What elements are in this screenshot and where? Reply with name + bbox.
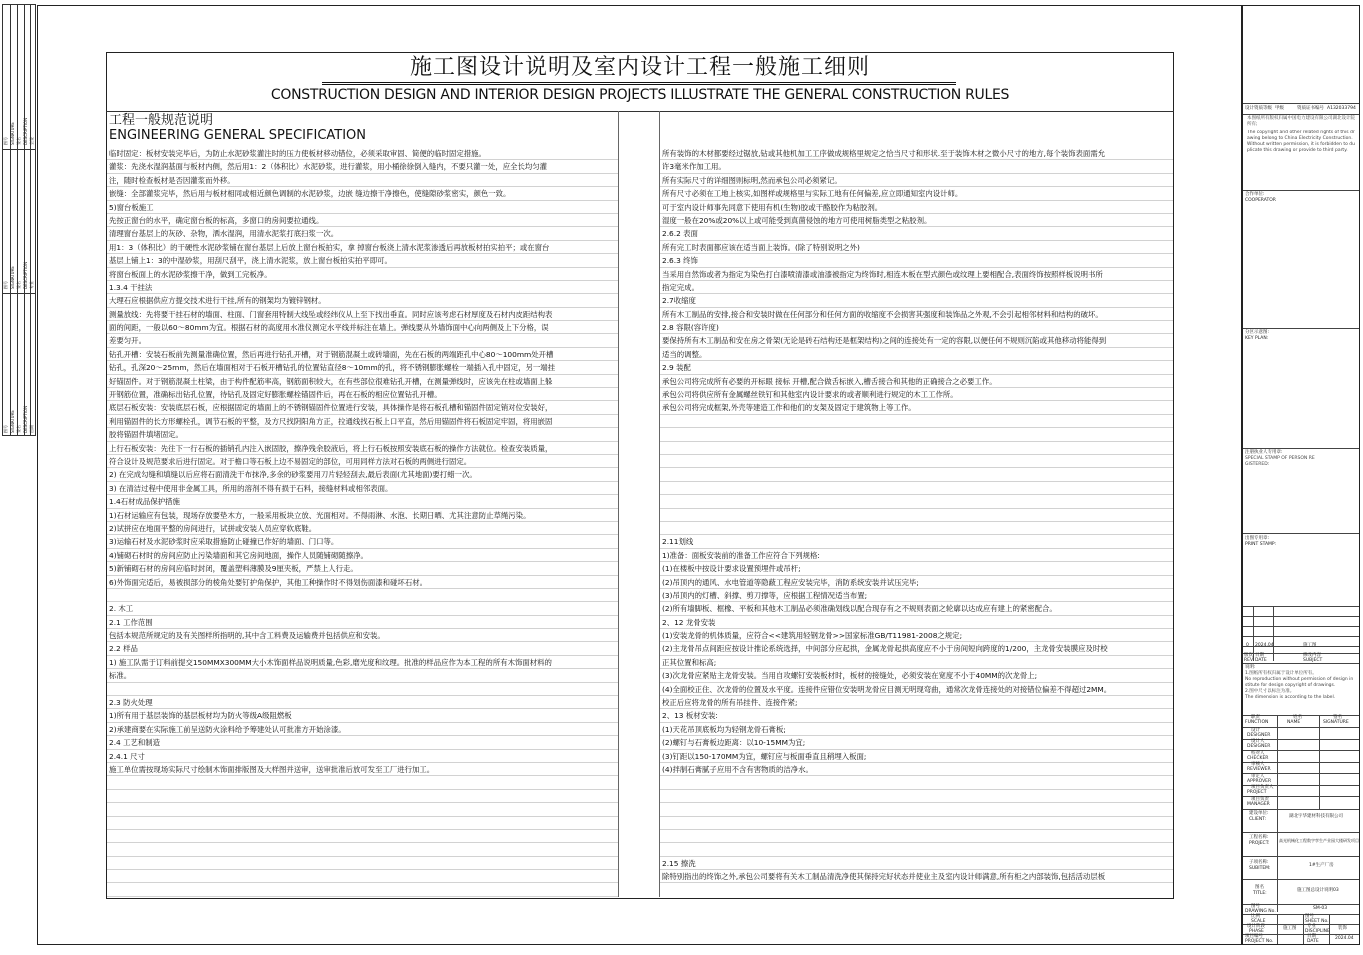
- cooperator-label: 合作单位:: [1245, 192, 1265, 197]
- project-label-en: PROJECT:: [1249, 841, 1270, 846]
- drawing-no-label: 图号: [1251, 904, 1260, 909]
- right-spec-line: 所有装饰的木材都要经过锯放,钻或其他机加工工序做成规格里规定之恰当尺寸和形状.至于装饰木材之微小尺寸的地方,每个装饰表面需允: [660, 147, 1173, 160]
- section-heading-cn: 工程一般规范说明: [109, 113, 214, 128]
- cert-level-label: 设计资质等级: [1245, 106, 1272, 111]
- strip-label: 日期: [29, 425, 34, 433]
- left-spec-line: 符合设计及规范要求后进行固定。对于檐口等石板上边不易固定的部位，可用同样方法对石板的两侧进行固定。: [107, 455, 618, 468]
- right-spec-line: [660, 843, 1173, 856]
- note-2: No reproduction without permission of design institute for design copyright of drawings.: [1245, 677, 1354, 688]
- project-no-label: 项目编号: [1245, 934, 1263, 939]
- left-spec-line: 差要匀开。: [107, 334, 618, 347]
- right-spec-line: [660, 790, 1173, 803]
- left-spec-line: 2.4.1 尺寸: [107, 750, 618, 763]
- right-spec-line: 当采用自然饰或者为指定为染色打白漆喷清漆或油漆被指定为终饰时,相连木板在型式颜色或纹理上要相配合,表面终饰按照样板说明书所: [660, 268, 1173, 281]
- scale-label: 比例: [1251, 914, 1260, 919]
- copyright-note-en: The copyright and other related rights of this drawing belong to China Electricity Construction. Without written permission, it is forbidden to duplicate this drawing or provide to third party.: [1247, 130, 1355, 153]
- sign-header-name-en: NAME: [1287, 720, 1301, 725]
- left-spec-line: 2) 在完成勾缝和填缝以后应将石面清洗干布抹净,多余的砂浆要用刀片轻轻刮去,最后表面(尤其地面)要打蜡一次。: [107, 468, 618, 481]
- left-spec-line: 2.1 工作范围: [107, 616, 618, 629]
- sign-role-cn: 项目负责: [1251, 796, 1269, 802]
- left-spec-line: 胶将锚固件填堵固定。: [107, 428, 618, 441]
- left-spec-line: [107, 857, 618, 870]
- strip-label: 签名: [16, 137, 21, 145]
- right-spec-line: [660, 468, 1173, 481]
- left-spec-line: 2)承建商要在实际施工前呈送防火涂料给予筹建处认可批准方开始涂漆。: [107, 723, 618, 736]
- right-spec-line: 湿度一般在20%或20%以上或可能受到真菌侵蚀的地方可使用树脂类型之粘胶剂。: [660, 214, 1173, 227]
- right-spec-line: [660, 776, 1173, 789]
- right-spec-line: (2)吊顶内的通风、水电管道等隐蔽工程应安装完毕，消防系统安装并试压完毕;: [660, 576, 1173, 589]
- date-label-en: DATE: [1307, 939, 1319, 944]
- rev-header-date-en: DATE: [1255, 658, 1267, 663]
- body-divider: [106, 111, 1174, 112]
- left-spec-line: 2. 木工: [107, 602, 618, 615]
- sheet-label-en: SHEET No.: [1305, 919, 1329, 924]
- section-heading-en: ENGINEERING GENERAL SPECIFICATION: [109, 128, 367, 143]
- left-spec-line: 基层上铺上1：3的中湿砂浆，用刮尺刮平，浇上清水泥浆，放上窗台板拍实拍平即可。: [107, 254, 618, 267]
- left-spec-line: 标准。: [107, 669, 618, 682]
- right-spec-line: 所有尺寸必须在工地上核实,如图样或规格里与实际工地有任何偏差,应立即通知室内设计师。: [660, 187, 1173, 200]
- right-spec-line: [660, 522, 1173, 535]
- left-spec-line: 1.3.4 干挂法: [107, 281, 618, 294]
- left-spec-line: 清理窗台基层上的灰砂、杂物，洒水湿润，用清水泥浆打底扫浆一次。: [107, 227, 618, 240]
- right-spec-line: [660, 830, 1173, 843]
- left-spec-line: 好锚固件。对于钢筋混凝土柱梁，由于构件配筋率高，钢筋面积较大，在有些部位很难钻孔开槽，在测量弹线时，应该先在柱或墙面上躲: [107, 375, 618, 388]
- right-spec-line: 可于室内设计师事先同意下使用有机(生物)胶或干酪胶作为粘胶剂。: [660, 201, 1173, 214]
- client-name: 湖北宇华建材科技有限公司: [1289, 814, 1343, 819]
- left-spec-line: 钻孔开槽：安装石板前先测量准确位置，然后再进行钻孔开槽，对于钢筋混凝土或砖墙面，先在石板的两端距孔中心80～100mm处开槽: [107, 348, 618, 361]
- right-spec-line: (2)所有墙脚板、框橡、平板和其他木工制品必须准确划线以配合现存有之不规则表面之轮廓以达成应有建上的紧密配合。: [660, 602, 1173, 615]
- left-spec-line: 5)窗台板施工: [107, 201, 618, 214]
- right-spec-line: 1)准备：面板安装前的准备工作应符合下列规格:: [660, 549, 1173, 562]
- subitem-label: 子项名称:: [1249, 860, 1269, 865]
- rev-header-no: 版次: [1244, 653, 1253, 658]
- left-spec-line: 3) 在清洁过程中使用非金属工具，所用的溶剂不得有损于石料，接缝材料或相邻表面。: [107, 482, 618, 495]
- title-underline: [322, 82, 956, 83]
- right-spec-line: 承包公司将完成框架,外壳等建造工作和他们的支架及固定于建筑物上等工作。: [660, 401, 1173, 414]
- print-stamp-label-en: PRINT STAMP:: [1245, 542, 1277, 547]
- strip-label: DESCRIPTION: [22, 117, 28, 145]
- right-spec-line: 2、13 板材安装:: [660, 709, 1173, 722]
- right-spec-line: (1)安装龙骨的机体质量，应符合<<建筑用轻钢龙骨>>国家标准GB/T11981-2008之规定;: [660, 629, 1173, 642]
- strip-label: DESCRIPTION: [22, 405, 28, 433]
- strip-label: 图号: [3, 425, 8, 433]
- phase-label-en: PHASE: [1249, 929, 1264, 934]
- strip-label: 专业: [29, 281, 34, 289]
- revision-no: 0: [1246, 643, 1249, 648]
- right-spec-line: [660, 509, 1173, 522]
- left-spec-line: 1) 施工队需于订料前提交150MMX300MM大小木饰面样品说明质量,色彩,磨光度和纹理。批准的样品应作为本工程的所有木饰面材料的: [107, 656, 618, 669]
- note-4: The dimension is according to the label.: [1245, 695, 1336, 700]
- right-spec-line: 除特别指出的终饰之外,承包公司要将有关木工制品清洗净使其保持完好状态并使业主及室内设计师满意,所有柜之内部装饰,包括活动层板: [660, 870, 1173, 883]
- right-spec-line: (4)拌制石膏腻子应用不含有害物质的洁净水。: [660, 763, 1173, 776]
- left-spec-line: 3)运输石材及水泥砂浆时应采取措施防止碰撞已作好的墙面、门口等。: [107, 535, 618, 548]
- left-spec-line: 2.3 防火处理: [107, 696, 618, 709]
- left-spec-line: 5)新铺砌石材的房间应临时封闭，覆盖塑料薄膜及9厘夹板，严禁上人行走。: [107, 562, 618, 575]
- sign-role-en: MANAGER: [1247, 801, 1270, 807]
- right-spec-line: 2.8 容限(容许度): [660, 321, 1173, 334]
- revision-desc: 施工图: [1303, 643, 1317, 648]
- right-spec-line: (3)吊顶内的灯槽、斜撑、剪刀撑等，应根据工程情况适当布置;: [660, 589, 1173, 602]
- right-spec-line: 2.6.3 终饰: [660, 254, 1173, 267]
- sign-header-function-en: FUNCTION: [1245, 720, 1269, 725]
- right-spec-line: 2.15 擦洗: [660, 857, 1173, 870]
- note-1: 1.图纸所有权归属于设计单位所有。: [1245, 671, 1317, 676]
- strip-label: 签名: [16, 425, 21, 433]
- client-label: 建设单位:: [1249, 811, 1269, 816]
- sign-role-en: DESIGNER: [1247, 744, 1271, 749]
- right-spec-line: [660, 817, 1173, 830]
- discipline-value: 装饰: [1338, 926, 1347, 931]
- right-spec-line: [660, 803, 1173, 816]
- strip-label: SIGNATURE: [9, 410, 15, 433]
- title-block: [1242, 5, 1360, 945]
- right-spec-line: [660, 495, 1173, 508]
- right-spec-column: [660, 147, 1173, 883]
- right-spec-line: 校正后应将龙骨的所有吊挂件、连接件紧;: [660, 696, 1173, 709]
- discipline-label: 专业: [1307, 924, 1316, 929]
- cert-level: 甲级: [1275, 106, 1284, 111]
- left-spec-line: 底层石板安装：安装底层石板，应根据固定的墙面上的不锈钢锚固件位置进行安装，具体操作是将石板孔槽和锚固件固定销对位安装好，: [107, 401, 618, 414]
- left-spec-line: 钻孔，孔深20～25mm，然后在墙面相对于石板开槽钻孔的位置钻直径8～10mm的孔，将不锈钢膨胀螺栓一端插入孔中固定，另一端挂: [107, 361, 618, 374]
- left-spec-line: [107, 843, 618, 856]
- sign-role-cn: 设计: [1251, 727, 1260, 733]
- left-spec-line: 4)铺砌石材时的房间应防止污染墙面和其它房间地面，操作人员随铺砌随擦净。: [107, 549, 618, 562]
- client-label-en: CLIENT:: [1249, 817, 1266, 822]
- left-spec-line: [107, 683, 618, 696]
- left-spec-line: [107, 790, 618, 803]
- sign-role-en: PROJECT: [1247, 790, 1267, 795]
- right-spec-line: 要保持所有木工制品和安在房之骨架(无论是砖石结构还是框架结构)之间的连接处有一定的容限,以便任何不规则沉陷或其他移动将能得到: [660, 334, 1173, 347]
- scale-label-en: SCALE: [1251, 919, 1266, 924]
- left-spec-line: 测量放线：先将要干挂石材的墙面、柱面、门窗套用特制大线坠或经纬仪从上至下找出垂直。同时应该考虑石材厚度及石材内皮距结构表: [107, 308, 618, 321]
- strip-label: 图号: [3, 281, 8, 289]
- left-spec-line: [107, 883, 618, 896]
- cooperator-label-en: COOPERATOR: [1245, 198, 1276, 203]
- right-spec-line: 所有实际尺寸的详细图则标明,然而承包公司必须紧记。: [660, 174, 1173, 187]
- project-label: 工程名称:: [1249, 835, 1269, 840]
- left-spec-line: 开钢筋位置，准确标出钻孔位置，待钻孔及固定好膨胀螺栓锚固件后，再在石板的相应位置钻孔开槽。: [107, 388, 618, 401]
- sign-header-signature: 签名: [1333, 715, 1342, 720]
- left-spec-line: 6)外饰面完适后，易被损部分的棱角处要钉护角保护，其他工种操作时不得划伤面漆和碰坏石材。: [107, 576, 618, 589]
- left-spec-line: 嵌缝：全部灌浆完毕，然后用与板材相同或相近颜色调制的水泥砂浆，边嵌 缝边擦干净擦色，使缝隙砂浆密实，颜色一致。: [107, 187, 618, 200]
- right-spec-line: 2.9 装配: [660, 361, 1173, 374]
- left-spec-line: 1)石材运输应有包装，现场存放要垫木方，一般采用板块立放、光面相对。不得雨淋、水泡、长期日晒、尤其注意防止草绳污染。: [107, 509, 618, 522]
- strip-label: SIGNATURE: [9, 266, 15, 289]
- right-spec-line: (4)全面校正住、次龙骨的位置及水平度。连接件应错位安装明龙骨应目测无明现弯曲，通常次龙骨连接处的对接错位偏差不得超过2MM。: [660, 683, 1173, 696]
- keyplan-label: 分区示意图:: [1245, 330, 1270, 335]
- cert-no-label: 资质证书编号: [1297, 106, 1324, 111]
- right-spec-line: 承包公司将完成所有必要的开标眼 接标 开槽,配合做舌标嵌入,槽舌接合和其他的正确接合之必要工作。: [660, 375, 1173, 388]
- note-3: 2.图中尺寸以标注为准。: [1245, 689, 1295, 694]
- sign-role-en: DESIGNER: [1247, 732, 1271, 738]
- rev-header-subject-en: SUBJECT: [1303, 658, 1323, 663]
- drawing-no-label-en: DRAWING No.: [1245, 909, 1276, 914]
- right-spec-line: [660, 442, 1173, 455]
- right-spec-line: (1)在楼板中按设计要求设置预埋件或吊杆;: [660, 562, 1173, 575]
- sign-role-cn: 审定人: [1251, 773, 1265, 779]
- left-spec-line: [107, 589, 618, 602]
- sign-role-en: CHECKER: [1247, 755, 1269, 761]
- right-spec-line: (1)天花吊顶底板均为轻钢龙骨石膏板;: [660, 723, 1173, 736]
- rev-header-date: 日期: [1255, 653, 1264, 658]
- left-spec-line: 2.2 样品: [107, 642, 618, 655]
- drawing-no: SM-03: [1313, 906, 1328, 911]
- right-spec-line: (2)螺钉与石膏板边距离：以10-15MM为宜;: [660, 736, 1173, 749]
- strip-label: SIGNATURE: [9, 122, 15, 145]
- rev-header-no-en: REV.: [1244, 658, 1254, 663]
- right-spec-line: 所有完工时表面都应该在适当面上装饰。(除了特别说明之外): [660, 241, 1173, 254]
- sheet-label: 图号: [1305, 914, 1314, 919]
- sign-role-cn: 设计人: [1251, 739, 1265, 744]
- date-value: 2024.04: [1335, 936, 1354, 941]
- column-divider-left: [618, 111, 619, 897]
- right-spec-line: [660, 428, 1173, 441]
- revision-date: 2024.04: [1255, 643, 1274, 648]
- discipline-label-en: DISCIPLINE: [1305, 929, 1330, 934]
- sign-role-cn: 项目负责人: [1251, 785, 1274, 790]
- copyright-note-cn: 本图纸所有版权归属中国电力建设有限公司湖北设计院所有;: [1247, 116, 1355, 127]
- left-spec-line: [107, 870, 618, 883]
- page-subtitle: CONSTRUCTION DESIGN AND INTERIOR DESIGN PROJECTS ILLUSTRATE THE GENERAL CONSTRUCTION RULES: [270, 87, 1010, 103]
- right-spec-line: (3)次龙骨应紧贴主龙骨安装。当用自攻螺钉安装板材时，板材的接缝处，必须安装在宽度不小于40MM的次龙骨上;: [660, 669, 1173, 682]
- right-spec-line: 正其位置和标高;: [660, 656, 1173, 669]
- right-spec-line: 所有木工制品的安排,接合和安装时做在任何部分和任何方面的收缩度不会损害其强度和装饰品之外观,不会引起相邻材料和结构的破坏。: [660, 308, 1173, 321]
- date-label: 日期: [1307, 934, 1316, 939]
- title-underline-2: [322, 84, 956, 85]
- sign-role-cn: 审核人: [1251, 762, 1265, 767]
- right-spec-line: 指定完成。: [660, 281, 1173, 294]
- left-spec-line: 利用锚固件的长方形螺栓孔，调节石板的平整，及方尺找阴阳角方正，拉通线找石板上口平直，然后用锚固件将石板固定牢固，将用嵌固: [107, 415, 618, 428]
- right-spec-line: 适当的调整。: [660, 348, 1173, 361]
- right-spec-line: 承包公司将供应所有金属螺丝铁钉和其他室内设计要求的或者顺利进行规定的木工工作所。: [660, 388, 1173, 401]
- right-spec-line: 2、12 龙骨安装: [660, 616, 1173, 629]
- registered-stamp-label-en: SPECIAL STAMP OF PERSON REGISTERED:: [1245, 456, 1315, 467]
- drawing-title-label-en: TITLE:: [1253, 891, 1267, 896]
- left-spec-line: 大理石应根据供应方提交技术进行干挂,所有的钢架均为镀锌钢材。: [107, 294, 618, 307]
- rev-header-subject: 修改内容: [1303, 653, 1321, 658]
- registered-stamp-label: 注册执业人专用章:: [1245, 450, 1283, 455]
- left-spec-line: 2.4 工艺和制造: [107, 736, 618, 749]
- left-spec-line: 1.4石材成品保护措施: [107, 495, 618, 508]
- right-spec-line: (2)主龙骨吊点间距应按设计推论系统选择，中间部分应起拱，金属龙骨起拱高度应不小于房间短向跨度的1/200，主龙骨安装膜应及时校: [660, 642, 1173, 655]
- keyplan-label-en: KEY PLAN:: [1245, 336, 1269, 341]
- phase-value: 施工图: [1283, 926, 1297, 931]
- right-spec-line: (3)钉距以150-170MM为宜，螺钉应与板面垂直且稍埋入板面;: [660, 750, 1173, 763]
- drawing-title-label: 图名: [1255, 885, 1264, 890]
- left-spec-line: [107, 803, 618, 816]
- left-spec-line: 1)所有用于基层装饰的基层板材均为防火等级A级阻燃板: [107, 709, 618, 722]
- right-spec-line: [660, 482, 1173, 495]
- sign-header-name: 姓名: [1293, 715, 1302, 720]
- cert-no: A132033794: [1327, 106, 1356, 111]
- sign-header-function: 职责: [1251, 715, 1260, 720]
- page-title: 施工图设计说明及室内设计工程一般施工细则: [409, 55, 870, 80]
- right-spec-line: 2.7收缩度: [660, 294, 1173, 307]
- left-spec-line: 临时固定：板材安装完毕后，为防止水泥砂浆灌注时的压力使板材移动错位，必须采取审固、简便的临时固定措施。: [107, 147, 618, 160]
- left-spec-line: 2)试拼应在地面平整的房间进行，试拼或安装人员应穿软底鞋。: [107, 522, 618, 535]
- left-spec-line: 上行石板安装：先往下一行石板的插销孔内注入嵌固胶，擦净残余胶液后，将上行石板按照安装底石板的操作方法就位。检查安装质量，: [107, 442, 618, 455]
- left-spec-line: 注，随时检查板材是否因灌浆而外移。: [107, 174, 618, 187]
- left-spec-line: [107, 817, 618, 830]
- left-spec-line: 包括本规范所规定的及有关图样所指明的,其中含工料费及运输费并包括供应和安装。: [107, 629, 618, 642]
- project-name: 高光机械化工程数字孪生产业园大楼研发项目: [1279, 838, 1359, 843]
- strip-label: DESCRIPTION: [22, 261, 28, 289]
- strip-label: 图号: [3, 137, 8, 145]
- sign-role-en: APPROVER: [1247, 778, 1272, 784]
- right-spec-line: 2.11划线: [660, 535, 1173, 548]
- drawing-title: 施工图总设计说明03: [1297, 888, 1339, 893]
- subitem-label-en: SUBITEM:: [1249, 866, 1271, 871]
- right-spec-line: 2.6.2 表面: [660, 227, 1173, 240]
- phase-label: 设计阶段: [1247, 924, 1265, 929]
- sign-header-signature-en: SIGNATURE: [1323, 720, 1349, 725]
- left-spec-line: [107, 776, 618, 789]
- left-spec-line: [107, 830, 618, 843]
- print-stamp-label: 出图专用章:: [1245, 536, 1270, 541]
- right-spec-line: [660, 415, 1173, 428]
- notes-title: 说明:: [1245, 665, 1256, 670]
- left-spec-line: 将窗台板面上的水泥砂浆擦干净，做到工完板净。: [107, 268, 618, 281]
- left-spec-line: 灌浆：先浇水湿润基面与板材内侧，然后用1：2（体积比）水泥砂浆，进行灌浆，用小桶徐徐倒入缝内，不要只灌一处，应全长均匀灌: [107, 160, 618, 173]
- right-spec-line: 许3毫米作加工用。: [660, 160, 1173, 173]
- left-spec-line: 先按正窗台的水平，确定窗台板的标高，多窗口的房间要拉通线。: [107, 214, 618, 227]
- subitem-name: 1#生产厂房: [1309, 863, 1334, 868]
- left-countersign-strip: [2, 4, 36, 436]
- strip-label: 会签: [29, 137, 34, 145]
- left-spec-column: [107, 147, 618, 897]
- left-spec-line: 用1：3（体积比）的干硬性水泥砂浆铺在窗台基层上后放上窗台板拍实，拿 掉窗台板浇上清水泥浆渗透后再放板材拍实拍平；或在窗台: [107, 241, 618, 254]
- project-no-label-en: PROJECT No.: [1245, 939, 1274, 944]
- strip-label: 签名: [16, 281, 21, 289]
- left-spec-line: 施工单位需按现场实际尺寸绘制木饰面排版图及大样图并送审，送审批准后放可发至工厂进行加工。: [107, 763, 618, 776]
- sign-role-en: REVIEWER: [1247, 767, 1271, 772]
- right-spec-line: [660, 455, 1173, 468]
- left-spec-line: 面的间距，一般以60～80mm为宜。根据石材的高度用水准仪测定水平线并标注在墙上。弹线要从外墙饰面中心向两侧及上下分格，误: [107, 321, 618, 334]
- sign-role-cn: 校对人: [1251, 750, 1265, 756]
